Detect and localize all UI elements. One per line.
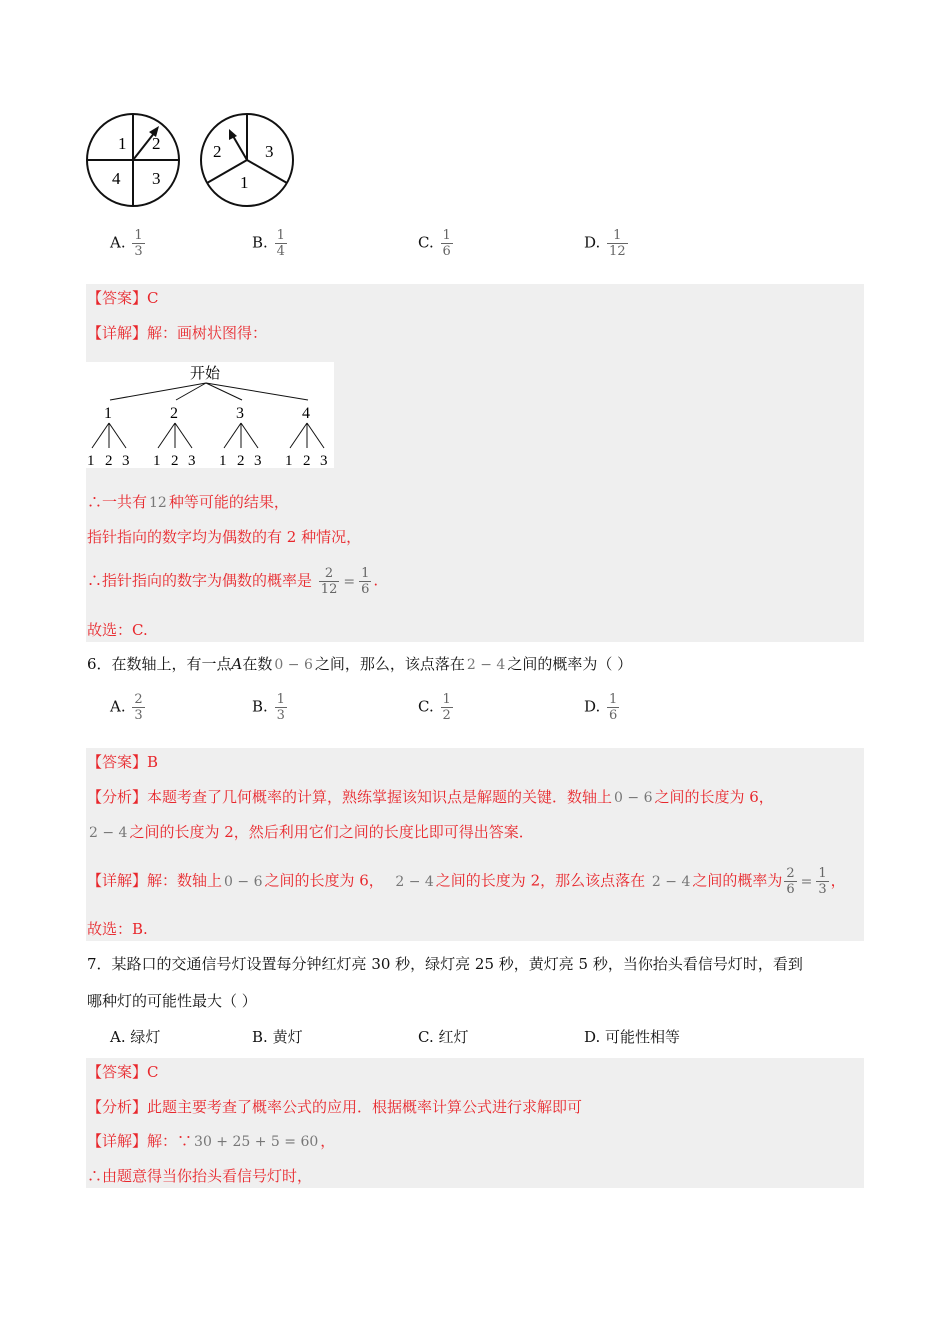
- tree-leaf: 3: [254, 453, 262, 468]
- spinner1-label-4: 4: [112, 169, 121, 188]
- q5-option-a: A. $\frac{1}{3}$: [110, 228, 143, 259]
- q6-option-c: C. $\frac{1}{2}$: [418, 692, 451, 723]
- spinner1-label-2: 2: [152, 134, 161, 153]
- q6-option-d: D. $\frac{1}{6}$: [584, 692, 618, 723]
- q7-answer: 【答案】C: [87, 1063, 159, 1081]
- q5-option-c: C. $\frac{1}{6}$: [418, 228, 451, 259]
- tree-leaf: 2: [171, 453, 179, 468]
- tree-node-3: 3: [236, 405, 244, 422]
- q6-solution-block: [86, 748, 864, 941]
- tree-leaf: 1: [219, 453, 227, 468]
- q5-line-outcomes: ∴一共有 12 种等可能的结果，: [87, 493, 289, 511]
- spinner2-label-1: 1: [240, 173, 249, 192]
- q7-question-line1: 7．某路口的交通信号灯设置每分钟红灯亮 30 秒，绿灯亮 25 秒，黄灯亮 5 秒，当你抬头看信号灯时，看到: [87, 955, 803, 973]
- q7-option-b: B. 黄灯: [252, 1028, 303, 1046]
- q5-option-d: D. $\frac{1}{12}$: [584, 228, 626, 259]
- tree-leaf: 2: [303, 453, 311, 468]
- arrow-icon: [229, 129, 237, 140]
- q6-option-b: B. $\frac{1}{3}$: [252, 692, 285, 723]
- tree-root: 开始: [190, 364, 221, 382]
- q5-conclusion: 故选：C.: [87, 621, 148, 639]
- tree-node-4: 4: [302, 405, 310, 422]
- q6-question: 6．在数轴上，有一点A在数 0 − 6 之间，那么，该点落在 2 − 4 之间的概率为（ ）: [87, 655, 633, 673]
- q7-question-line2: 哪种灯的可能性最大（ ）: [87, 992, 257, 1010]
- tree-leaf: 1: [285, 453, 293, 468]
- tree-leaf: 3: [188, 453, 196, 468]
- q7-detail: 【详解】解：∵ 30 + 25 + 5 = 60 ，: [87, 1132, 336, 1150]
- q7-option-a: A. 绿灯: [110, 1028, 161, 1046]
- q5-option-b: B. $\frac{1}{4}$: [252, 228, 285, 259]
- q6-analysis-line1: 【分析】本题考查了几何概率的计算，熟练掌握该知识点是解题的关键．数轴上 0 − 6 之间的长度为 6，: [87, 788, 774, 806]
- spinner1-label-1: 1: [118, 134, 127, 153]
- spinner-four-sections: [87, 114, 179, 206]
- tree-node-2: 2: [170, 405, 178, 422]
- tree-leaf: 1: [87, 453, 95, 468]
- q5-line-even-cases: 指针指向的数字均为偶数的有 2 种情况，: [87, 528, 362, 546]
- tree-leaf: 2: [105, 453, 113, 468]
- tree-leaf: 3: [122, 453, 130, 468]
- q5-detail: 【详解】解：画树状图得：: [87, 324, 268, 342]
- q6-option-a: A. $\frac{2}{3}$: [110, 692, 143, 723]
- q5-answer: 【答案】C: [87, 289, 159, 307]
- spinner1-label-3: 3: [152, 169, 161, 188]
- q7-detail-line2: ∴由题意得当你抬头看信号灯时，: [87, 1167, 313, 1185]
- spinner2-label-3: 3: [265, 142, 274, 161]
- q6-detail: 【详解】解：数轴上 0 − 6 之间的长度为 6， 2 − 4 之间的长度为 2，那么该点落在 2 − 4 之间的概率为 $\frac{2}{6}$ = $\frac{1}{3}$ ，: [87, 866, 846, 897]
- spinner-three-sections: [201, 114, 293, 206]
- tree-leaf: 3: [320, 453, 328, 468]
- spinner-figures: [80, 110, 310, 210]
- q7-option-d: D. 可能性相等: [584, 1028, 681, 1046]
- q7-analysis: 【分析】此题主要考查了概率公式的应用．根据概率计算公式进行求解即可: [87, 1098, 583, 1116]
- q7-option-c: C. 红灯: [418, 1028, 469, 1046]
- q6-conclusion: 故选：B.: [87, 920, 148, 938]
- tree-diagram: [86, 362, 334, 468]
- q6-answer: 【答案】B: [87, 753, 159, 771]
- tree-leaf: 2: [237, 453, 245, 468]
- tree-leaf: 1: [153, 453, 161, 468]
- q5-line-probability: ∴指针指向的数字为偶数的概率是 $\frac{2}{12}$ = $\frac{1}{6}$ .: [87, 566, 379, 597]
- spinner2-label-2: 2: [213, 142, 222, 161]
- q6-analysis-line2: 2 − 4 之间的长度为 2，然后利用它们之间的长度比即可得出答案．: [89, 823, 534, 841]
- tree-node-1: 1: [104, 405, 112, 422]
